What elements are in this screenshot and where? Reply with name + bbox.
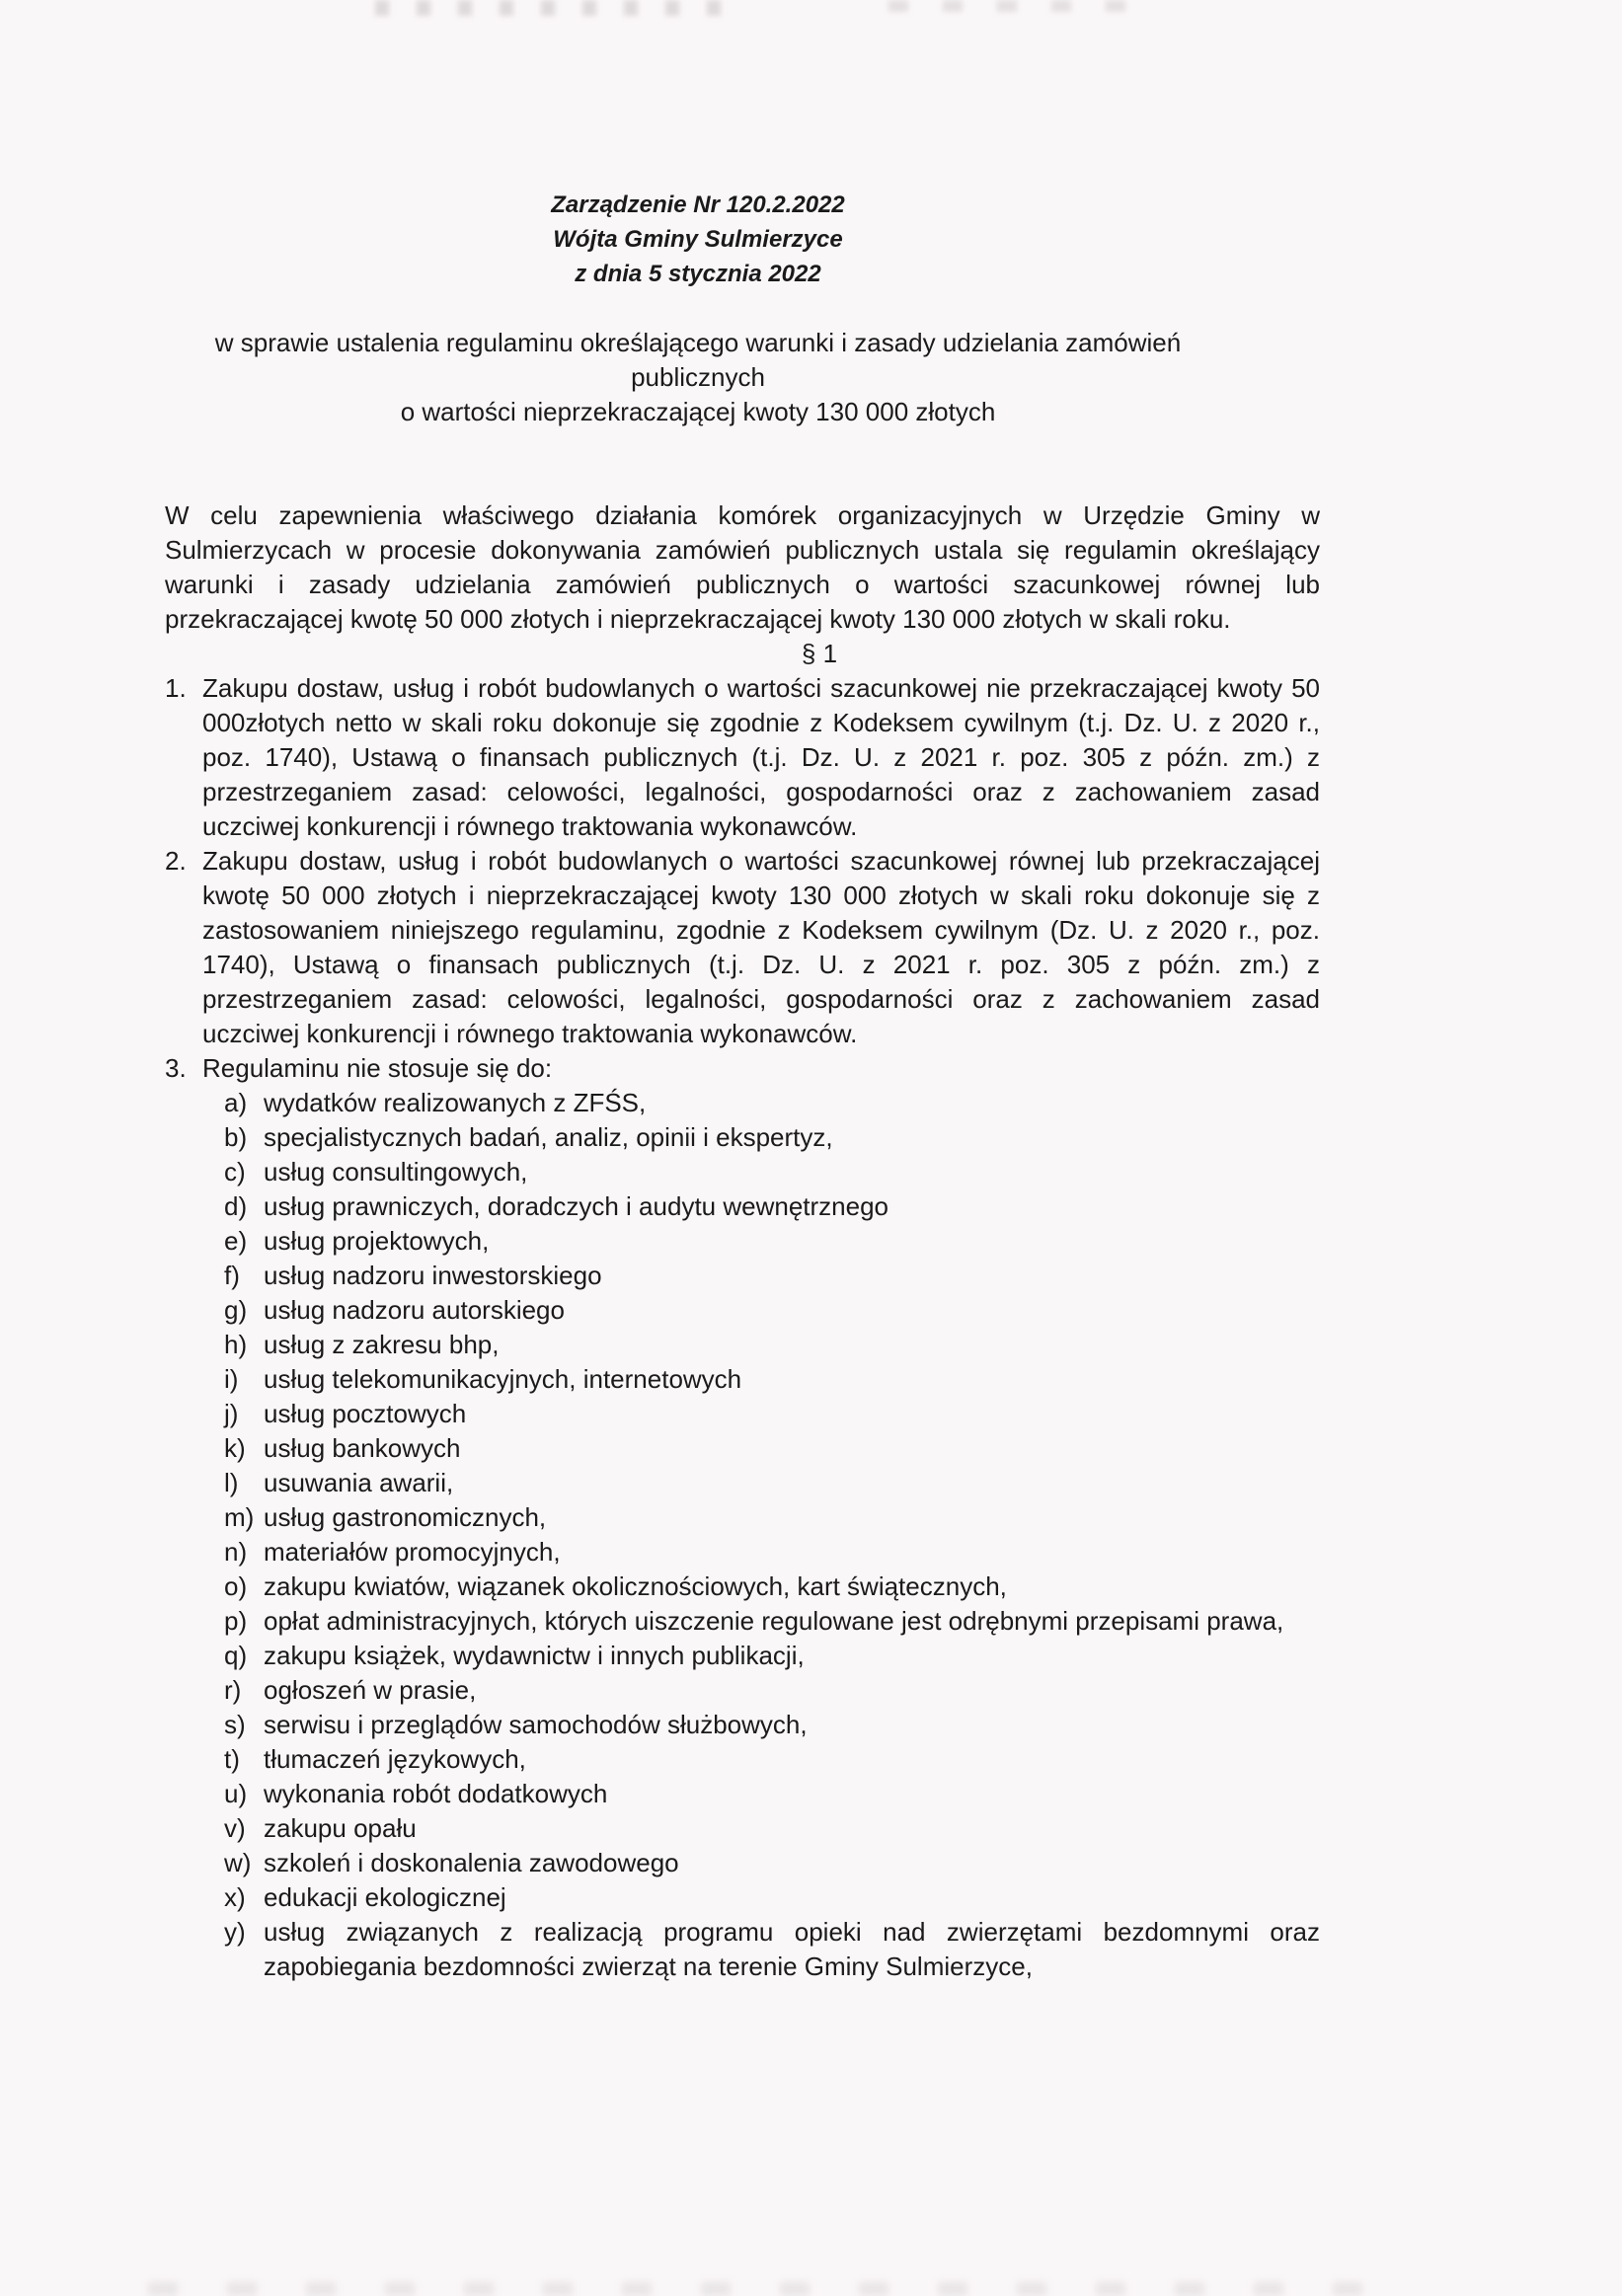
item-letter: o) bbox=[224, 1571, 248, 1601]
title-line: Zarządzenie Nr 120.2.2022 bbox=[551, 191, 845, 218]
item-letter: r) bbox=[224, 1675, 242, 1705]
item-number: 2. bbox=[165, 846, 187, 876]
item-text: edukacji ekologicznej bbox=[264, 1882, 506, 1912]
item-letter: m) bbox=[224, 1502, 255, 1532]
item-letter: l) bbox=[224, 1468, 239, 1497]
item-letter: h) bbox=[224, 1330, 248, 1359]
subject-line: publicznych bbox=[631, 362, 765, 392]
item-number: 1. bbox=[165, 673, 187, 703]
lettered-item bbox=[224, 1604, 1320, 1639]
item-letter: y) bbox=[224, 1917, 246, 1947]
numbered-item bbox=[165, 844, 1320, 1051]
lettered-item bbox=[224, 1915, 1320, 1984]
item-number: 3. bbox=[165, 1053, 187, 1083]
item-letter: e) bbox=[224, 1226, 248, 1256]
item-text: usług nadzoru inwestorskiego bbox=[264, 1261, 602, 1290]
subject-line: w sprawie ustalenia regulaminu określającego warunki i zasady udzielania zamówień bbox=[214, 328, 1182, 357]
item-letter: x) bbox=[224, 1882, 246, 1912]
lettered-item bbox=[224, 1397, 1320, 1431]
lettered-item bbox=[224, 1777, 1320, 1811]
item-text: serwisu i przeglądów samochodów służbowych, bbox=[264, 1710, 808, 1739]
item-text: zakupu książek, wydawnictw i innych publikacji, bbox=[264, 1641, 805, 1670]
item-letter: j) bbox=[224, 1399, 239, 1428]
item-text: Zakupu dostaw, usług i robót budowlanych o wartości szacunkowej równej lub przekraczającej kwotę 50 000 złotych i nieprzekraczającej kwoty 130 000 złotych w skali roku dokonuje się z zastosowaniem niniejszego regulaminu, zgodnie z Kodeksem cywilnym (Dz. U. z 2020 r., poz. 1740), Ustawą o finansach publicznych (t.j. Dz. U. z 2021 r. poz. 305 z późn. zm.) z przestrzeganiem zasad: celowości, legalności, gospodarności oraz z zachowaniem zasad uczciwej konkurencji i równego traktowania wykonawców. bbox=[202, 846, 1320, 1048]
subject-line: o wartości nieprzekraczającej kwoty 130 000 złotych bbox=[400, 397, 996, 426]
item-letter: i) bbox=[224, 1364, 239, 1394]
title-line: Wójta Gminy Sulmierzyce bbox=[553, 226, 843, 253]
numbered-list bbox=[165, 671, 1320, 1086]
item-letter: f) bbox=[224, 1261, 240, 1290]
item-text: usług consultingowych, bbox=[264, 1157, 528, 1186]
item-letter: k) bbox=[224, 1433, 246, 1463]
numbered-item bbox=[165, 1051, 1320, 1086]
item-text: usług związanych z realizacją programu opieki nad zwierzętami bezdomnymi oraz zapobiegania bezdomności zwierząt na terenie Gminy Sulmierzyce, bbox=[264, 1917, 1320, 1981]
item-text: Zakupu dostaw, usług i robót budowlanych o wartości szacunkowej nie przekraczającej kwoty 50 000złotych netto w skali roku dokonuje się zgodnie z Kodeksem cywilnym (t.j. Dz. U. z 2020 r., poz. 1740), Ustawą o finansach publicznych (t.j. Dz. U. z 2021 r. poz. 305 z późn. zm.) z przestrzeganiem zasad: celowości, legalności, gospodarności oraz z zachowaniem zasad uczciwej konkurencji i równego traktowania wykonawców. bbox=[202, 673, 1320, 841]
scan-artifact bbox=[375, 0, 731, 16]
numbered-item bbox=[165, 671, 1320, 844]
lettered-item bbox=[224, 1742, 1320, 1777]
item-text: usług projektowych, bbox=[264, 1226, 490, 1256]
lettered-item bbox=[224, 1535, 1320, 1569]
lettered-item bbox=[224, 1259, 1320, 1293]
lettered-item bbox=[224, 1362, 1320, 1397]
lettered-item bbox=[224, 1120, 1320, 1155]
item-text: zakupu opału bbox=[264, 1813, 417, 1843]
scan-artifact bbox=[888, 0, 1145, 12]
item-letter: v) bbox=[224, 1813, 246, 1843]
lettered-item bbox=[224, 1155, 1320, 1189]
item-letter: c) bbox=[224, 1157, 246, 1186]
lettered-item bbox=[224, 1569, 1320, 1604]
lettered-item bbox=[224, 1189, 1320, 1224]
lettered-item bbox=[224, 1328, 1320, 1362]
item-text: usług bankowych bbox=[264, 1433, 461, 1463]
item-text: szkoleń i doskonalenia zawodowego bbox=[264, 1848, 679, 1877]
item-text: wydatków realizowanych z ZFŚS, bbox=[264, 1088, 647, 1117]
item-text: wykonania robót dodatkowych bbox=[264, 1779, 608, 1808]
item-letter: p) bbox=[224, 1606, 248, 1636]
item-text: usuwania awarii, bbox=[264, 1468, 454, 1497]
item-text: usług z zakresu bhp, bbox=[264, 1330, 500, 1359]
title-line: z dnia 5 stycznia 2022 bbox=[575, 261, 821, 287]
item-letter: d) bbox=[224, 1191, 248, 1221]
item-text: usług nadzoru autorskiego bbox=[264, 1295, 565, 1325]
item-text: usług prawniczych, doradczych i audytu wewnętrznego bbox=[264, 1191, 889, 1221]
lettered-item bbox=[224, 1880, 1320, 1915]
item-text: usług pocztowych bbox=[264, 1399, 467, 1428]
lettered-item bbox=[224, 1639, 1320, 1673]
lettered-item bbox=[224, 1811, 1320, 1846]
item-letter: n) bbox=[224, 1537, 248, 1567]
document-subject bbox=[165, 326, 1231, 429]
scan-artifact bbox=[148, 2282, 1382, 2296]
item-text: specjalistycznych badań, analiz, opinii i ekspertyz, bbox=[264, 1122, 833, 1152]
section-heading: § 1 bbox=[801, 639, 838, 668]
item-text: usług telekomunikacyjnych, internetowych bbox=[264, 1364, 742, 1394]
item-text: Regulaminu nie stosuje się do: bbox=[202, 1053, 553, 1083]
document-header bbox=[165, 188, 1231, 429]
lettered-item bbox=[224, 1086, 1320, 1120]
item-text: zakupu kwiatów, wiązanek okolicznościowych, kart świątecznych, bbox=[264, 1571, 1007, 1601]
intro-paragraph: W celu zapewnienia właściwego działania komórek organizacyjnych w Urzędzie Gminy w Sulmierzycach w procesie dokonywania zamówień publicznych ustala się regulamin określający warunki i zasady udzielania zamówień publicznych o wartości szacunkowej równej lub przekraczającej kwotę 50 000 złotych i nieprzekraczającej kwoty 130 000 złotych w skali roku. bbox=[165, 500, 1320, 634]
lettered-list bbox=[224, 1086, 1320, 1984]
item-text: tłumaczeń językowych, bbox=[264, 1744, 526, 1774]
lettered-item bbox=[224, 1293, 1320, 1328]
item-letter: a) bbox=[224, 1088, 248, 1117]
lettered-item bbox=[224, 1466, 1320, 1500]
item-text: ogłoszeń w prasie, bbox=[264, 1675, 477, 1705]
lettered-item bbox=[224, 1500, 1320, 1535]
lettered-item bbox=[224, 1431, 1320, 1466]
item-letter: u) bbox=[224, 1779, 248, 1808]
item-text: usług gastronomicznych, bbox=[264, 1502, 547, 1532]
item-letter: w) bbox=[224, 1848, 252, 1877]
item-letter: b) bbox=[224, 1122, 248, 1152]
item-letter: q) bbox=[224, 1641, 248, 1670]
item-letter: t) bbox=[224, 1744, 240, 1774]
item-letter: g) bbox=[224, 1295, 248, 1325]
lettered-item bbox=[224, 1708, 1320, 1742]
lettered-item bbox=[224, 1846, 1320, 1880]
lettered-item bbox=[224, 1673, 1320, 1708]
item-text: materiałów promocyjnych, bbox=[264, 1537, 561, 1567]
item-text: opłat administracyjnych, których uiszczenie regulowane jest odrębnymi przepisami prawa, bbox=[264, 1606, 1284, 1636]
lettered-item bbox=[224, 1224, 1320, 1259]
item-letter: s) bbox=[224, 1710, 246, 1739]
document-title bbox=[165, 188, 1231, 291]
